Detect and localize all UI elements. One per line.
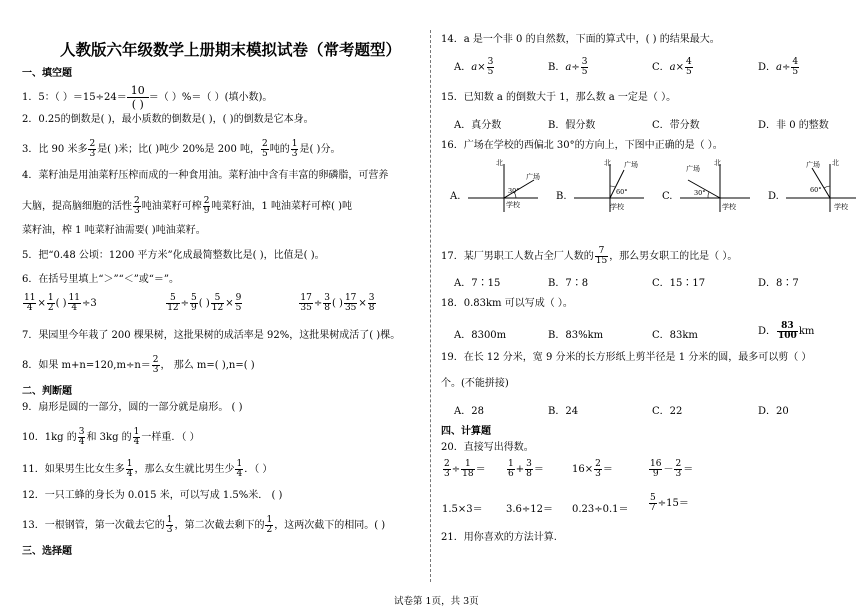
question-4-line-1: 4．菜籽油是用油菜籽压榨而成的一种食用油。菜籽油中含有丰富的卵磷脂，可营养 bbox=[22, 170, 389, 181]
section-calculation: 四、计算题 bbox=[441, 426, 491, 437]
compare-item-3: $\frac{17}{35}$ ÷ $\frac{3}{8}$ ( ) $\frac{17}{35}$ × $\frac{3}{8}$ bbox=[300, 293, 375, 313]
section-fill-blank: 一、填空题 bbox=[22, 68, 72, 79]
calc-item: 16× $\frac{2}{3}$ ＝ bbox=[572, 459, 613, 479]
q18-option-d: D． $\frac{83}{100}$ km bbox=[758, 321, 815, 341]
q16-option-b-label: B. bbox=[556, 191, 567, 202]
q15-option-b: B．假分数 bbox=[548, 120, 596, 131]
question-1: 1．5：（ ）＝15÷24＝ 10 ( ) ＝（ ）%＝（ ）(填小数)。 bbox=[22, 84, 273, 111]
question-18: 18．0.83km 可以写成（ ）。 bbox=[441, 298, 573, 309]
calc-item: $\frac{1}{6}$ + $\frac{3}{8}$ ＝ bbox=[508, 459, 544, 479]
q19-option-d: D．20 bbox=[758, 406, 789, 417]
q18-option-c: C．83km bbox=[652, 330, 698, 341]
page-footer: 试卷第 1页，共 3页 bbox=[394, 596, 479, 607]
question-20: 20．直接写出得数。 bbox=[441, 442, 534, 453]
section-true-false: 二、判断题 bbox=[22, 386, 72, 397]
q18-option-a: A．8300m bbox=[454, 330, 507, 341]
question-5: 5．把“0.48 公顷：1200 平方米”化成最简整数比是( )，比值是( )。 bbox=[22, 250, 325, 261]
q15-option-c: C．带分数 bbox=[652, 120, 700, 131]
question-16: 16．广场在学校的西偏北 30°的方向上，下图中正确的是（ ）。 bbox=[441, 140, 723, 151]
question-20-row-1 bbox=[442, 460, 852, 486]
question-8: 8．如果 m+n=120,m÷n＝ $\frac{2}{3}$ ， 那么 m=( ),n=( ) bbox=[22, 355, 255, 375]
question-21: 21．用你喜欢的方法计算. bbox=[441, 532, 557, 543]
question-19-line-2: 个。(不能拼接) bbox=[441, 378, 509, 389]
q15-option-a: A．真分数 bbox=[454, 120, 502, 131]
question-14: 14．a 是一个非 0 的自然数，下面的算式中，( ) 的结果最大。 bbox=[441, 34, 720, 45]
q16-option-a-label: A. bbox=[450, 191, 461, 202]
question-6: 6．在括号里填上“＞”“＜”或“＝”。 bbox=[22, 274, 180, 285]
question-4-line-3: 菜籽油，榨 1 吨菜籽油需要( )吨油菜籽。 bbox=[22, 225, 206, 236]
question-17: 17．某厂男职工人数占全厂人数的 $\frac{7}{15}$ ，那么男女职工的比是（ ）。 bbox=[441, 246, 738, 266]
question-6-items bbox=[22, 294, 377, 313]
question-2: 2．0.25的倒数是( )，最小质数的倒数是( )，( )的倒数是它本身。 bbox=[22, 114, 314, 125]
calc-item: 0.23÷0.1＝ bbox=[572, 504, 629, 515]
question-16-figures: A. 北 广场 30° 学校 B. 北 广场 60° 学校 C. 北 广场 30° 学校 D. 广场 北 60° 学校 bbox=[450, 158, 860, 218]
q17-option-c: C．15∶17 bbox=[652, 278, 706, 289]
q14-option-d: D．a÷ $\frac{4}{5}$ bbox=[758, 57, 799, 77]
q14-option-c: C．a× $\frac{4}{5}$ bbox=[652, 57, 692, 77]
q14-option-a: A．a× $\frac{3}{5}$ bbox=[454, 57, 494, 77]
section-multiple-choice: 三、选择题 bbox=[22, 546, 72, 557]
calc-item: 3.6÷12＝ bbox=[506, 504, 554, 515]
question-10: 10．1kg 的 $\frac{3}{4}$ 和 3kg 的 $\frac{1}{4}$ 一样重．（ ） bbox=[22, 427, 200, 447]
calc-item: $\frac{16}{9}$ － $\frac{2}{3}$ ＝ bbox=[650, 459, 694, 479]
question-19-line-1: 19．在长 12 分米，宽 9 分米的长方形纸上剪半径是 1 分米的圆，最多可以剪（ ） bbox=[441, 352, 812, 363]
q18-option-b: B．83%km bbox=[548, 330, 604, 341]
q17-option-d: D．8∶7 bbox=[758, 278, 799, 289]
q16-option-d-label: D. bbox=[768, 191, 779, 202]
q19-option-b: B．24 bbox=[548, 406, 579, 417]
question-7: 7．果园里今年栽了 200 棵果树，这批果树的成活率是 92%，这批果树成活了( )棵。 bbox=[22, 330, 401, 341]
q19-option-c: C．22 bbox=[652, 406, 683, 417]
question-11: 11．如果男生比女生多 $\frac{1}{4}$ ，那么女生就比男生少 $\frac{1}{4}$ ．（ ） bbox=[22, 459, 273, 479]
q16-option-c-label: C. bbox=[662, 191, 673, 202]
q15-option-d: D．非 0 的整数 bbox=[758, 120, 829, 131]
page-title: 人教版六年级数学上册期末模拟试卷（常考题型） bbox=[60, 41, 402, 59]
question-15: 15．已知数 a 的倒数大于 1，那么数 a 一定是（ ）。 bbox=[441, 92, 677, 103]
question-20-row-2 bbox=[442, 494, 852, 520]
calc-item: $\frac{2}{3}$ ÷ $\frac{1}{18}$ ＝ bbox=[444, 459, 486, 479]
compare-item-2: $\frac{5}{12}$ ÷ $\frac{5}{9}$ ( ) $\frac{5}{12}$ × $\frac{9}{5}$ bbox=[167, 293, 242, 313]
question-18-options bbox=[454, 322, 854, 346]
question-4-line-2: 大脑，提高脑细胞的活性 $\frac{2}{3}$ 吨油菜籽可榨 $\frac{2}{9}$ 吨菜籽油，1 吨油菜籽可榨( )吨 bbox=[22, 196, 352, 216]
q17-option-a: A．7∶15 bbox=[454, 278, 501, 289]
question-3: 3．比 90 米多 $\frac{2}{3}$ 是( )米；比( )吨少 20%是 200 吨， $\frac{2}{5}$ 吨的 $\frac{1}{3}$ 是( )分。 bbox=[22, 139, 341, 159]
q17-option-b: B．7∶8 bbox=[548, 278, 589, 289]
q14-option-b: B．a÷ $\frac{3}{5}$ bbox=[548, 57, 588, 77]
compare-item-1: $\frac{11}{4}$ × $\frac{1}{2}$ ( ) $\frac{11}{4}$ ÷3 bbox=[24, 293, 97, 313]
column-divider bbox=[430, 30, 431, 582]
calc-item: $\frac{5}{7}$ ÷15＝ bbox=[650, 493, 689, 513]
calc-item: 1.5×3＝ bbox=[442, 504, 483, 515]
q19-option-a: A．28 bbox=[454, 406, 484, 417]
question-13: 13．一根钢管，第一次截去它的 $\frac{1}{3}$ ，第二次截去剩下的 $\frac{1}{2}$ ，这两次截下的相同。( ) bbox=[22, 515, 386, 535]
question-9: 9．扇形是圆的一部分，圆的一部分就是扇形。 ( ) bbox=[22, 402, 243, 413]
question-12: 12．一只工蜂的身长为 0.015 米，可以写成 1.5%米． ( ) bbox=[22, 490, 283, 501]
